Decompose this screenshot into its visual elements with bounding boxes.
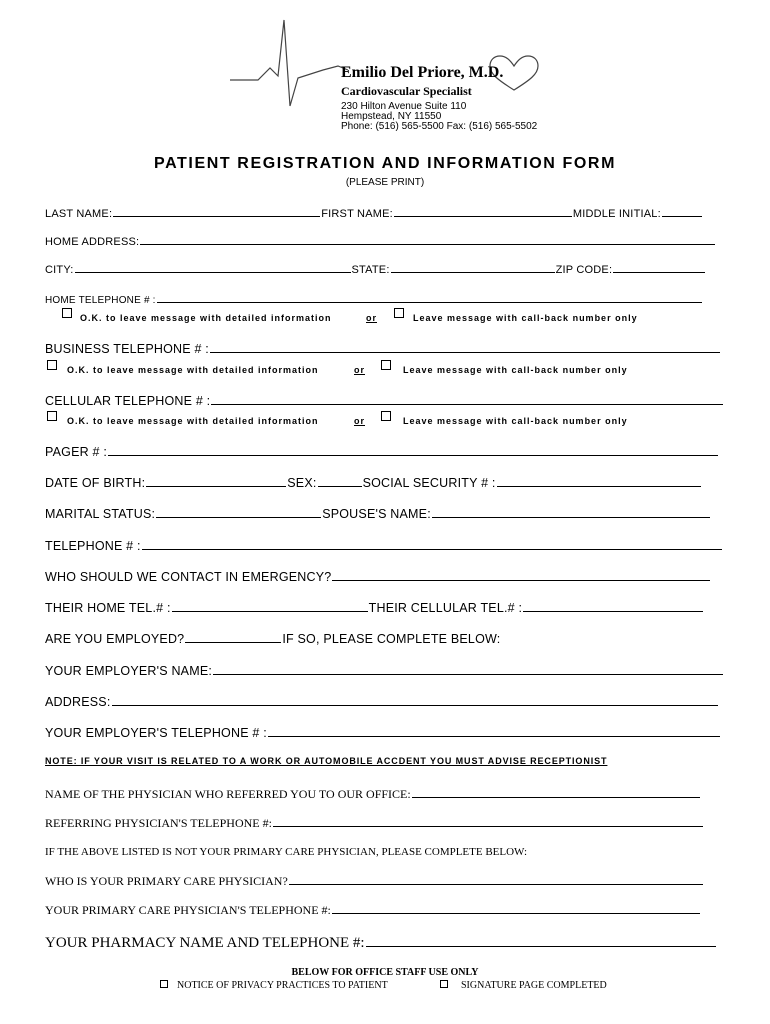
home-or: or — [366, 313, 377, 323]
primary-tel-field[interactable] — [332, 903, 700, 914]
city-field[interactable] — [75, 262, 351, 273]
dob-field[interactable] — [146, 476, 286, 487]
cell-detailed-checkbox[interactable] — [47, 411, 57, 421]
employer-address-field[interactable] — [112, 695, 718, 706]
ssn-label: SOCIAL SECURITY # : — [362, 476, 496, 490]
home-callback-checkbox[interactable] — [394, 308, 404, 318]
dob-label: DATE OF BIRTH: — [45, 476, 146, 490]
employed-field[interactable] — [185, 632, 281, 643]
first-name-label: FIRST NAME: — [321, 208, 393, 220]
last-name-label: LAST NAME: — [45, 208, 113, 220]
last-name-field[interactable] — [113, 206, 320, 217]
their-home-tel-label: THEIR HOME TEL.# : — [45, 601, 171, 615]
specialty: Cardiovascular Specialist — [341, 84, 472, 98]
pharmacy-field[interactable] — [366, 933, 716, 947]
cell-tel-label: CELLULAR TELEPHONE # : — [45, 394, 211, 408]
cell-or: or — [354, 416, 365, 426]
their-cell-tel-field[interactable] — [523, 601, 703, 612]
state-label: STATE: — [351, 264, 390, 276]
home-callback-label: Leave message with call-back number only — [413, 313, 638, 323]
privacy-checkbox[interactable] — [160, 980, 168, 988]
signature-label: SIGNATURE PAGE COMPLETED — [461, 980, 607, 991]
business-callback-label: Leave message with call-back number only — [403, 365, 628, 375]
telephone-field[interactable] — [142, 539, 722, 550]
spouse-field[interactable] — [432, 507, 710, 518]
if-not-primary-label: IF THE ABOVE LISTED IS NOT YOUR PRIMARY CARE PHYSICIAN, PLEASE COMPLETE BELOW: — [45, 846, 528, 858]
doctor-name: Emilio Del Priore, M.D. — [341, 64, 504, 81]
middle-initial-field[interactable] — [662, 206, 702, 217]
employer-address-label: ADDRESS: — [45, 695, 111, 709]
referring-tel-field[interactable] — [273, 816, 703, 827]
business-detailed-label: O.K. to leave message with detailed information — [67, 365, 319, 375]
cell-callback-label: Leave message with call-back number only — [403, 416, 628, 426]
marital-field[interactable] — [156, 507, 321, 518]
address-line-2: Hempstead, NY 11550 — [341, 111, 442, 122]
home-tel-field[interactable] — [157, 292, 702, 303]
employer-tel-field[interactable] — [268, 726, 720, 737]
pager-field[interactable] — [108, 445, 718, 456]
their-cell-tel-label: THEIR CELLULAR TEL.# : — [368, 601, 523, 615]
primary-name-label: WHO IS YOUR PRIMARY CARE PHYSICIAN? — [45, 874, 288, 888]
form-title: PATIENT REGISTRATION AND INFORMATION FORM — [153, 155, 616, 172]
home-detailed-checkbox[interactable] — [62, 308, 72, 318]
accident-note: NOTE: IF YOUR VISIT IS RELATED TO A WORK OR AUTOMOBILE ACCDENT YOU MUST ADVISE RECEPTIONIST — [45, 756, 608, 766]
emergency-field[interactable] — [332, 570, 710, 581]
pharmacy-label: YOUR PHARMACY NAME AND TELEPHONE #: — [45, 935, 365, 951]
business-tel-label: BUSINESS TELEPHONE # : — [45, 342, 209, 356]
business-detailed-checkbox[interactable] — [47, 360, 57, 370]
employed-label: ARE YOU EMPLOYED? — [45, 632, 185, 646]
form-subtitle: (PLEASE PRINT) — [345, 177, 425, 188]
cell-tel-field[interactable] — [211, 394, 723, 405]
home-tel-label: HOME TELEPHONE # : — [45, 295, 156, 306]
emergency-label: WHO SHOULD WE CONTACT IN EMERGENCY? — [45, 570, 332, 584]
business-callback-checkbox[interactable] — [381, 360, 391, 370]
zip-label: ZIP CODE: — [555, 264, 613, 276]
cell-detailed-label: O.K. to leave message with detailed information — [67, 416, 319, 426]
business-or: or — [354, 365, 365, 375]
if-so-label: IF SO, PLEASE COMPLETE BELOW: — [282, 632, 501, 646]
zip-field[interactable] — [613, 262, 705, 273]
middle-initial-label: MIDDLE INITIAL: — [572, 208, 661, 220]
marital-label: MARITAL STATUS: — [45, 507, 156, 521]
home-detailed-label: O.K. to leave message with detailed information — [80, 313, 332, 323]
primary-name-field[interactable] — [289, 874, 703, 885]
city-label: CITY: — [45, 264, 74, 276]
spouse-label: SPOUSE'S NAME: — [322, 507, 431, 521]
privacy-label: NOTICE OF PRIVACY PRACTICES TO PATIENT — [177, 980, 388, 991]
telephone-label: TELEPHONE # : — [45, 539, 141, 553]
employer-name-label: YOUR EMPLOYER'S NAME: — [45, 664, 213, 678]
first-name-field[interactable] — [394, 206, 572, 217]
phone-fax: Phone: (516) 565-5500 Fax: (516) 565-5502 — [341, 121, 538, 132]
sex-label: SEX: — [287, 476, 317, 490]
cell-callback-checkbox[interactable] — [381, 411, 391, 421]
office-use-heading: BELOW FOR OFFICE STAFF USE ONLY — [291, 967, 479, 978]
home-address-label: HOME ADDRESS: — [45, 236, 140, 248]
state-field[interactable] — [391, 262, 555, 273]
referring-name-field[interactable] — [412, 787, 700, 798]
their-home-tel-field[interactable] — [172, 601, 368, 612]
home-address-field[interactable] — [140, 234, 715, 245]
ssn-field[interactable] — [497, 476, 701, 487]
referring-tel-label: REFERRING PHYSICIAN'S TELEPHONE #: — [45, 816, 272, 830]
pager-label: PAGER # : — [45, 445, 108, 459]
primary-tel-label: YOUR PRIMARY CARE PHYSICIAN'S TELEPHONE #: — [45, 903, 331, 917]
sex-field[interactable] — [318, 476, 362, 487]
business-tel-field[interactable] — [210, 342, 720, 353]
address-line-1: 230 Hilton Avenue Suite 110 — [341, 101, 467, 112]
signature-checkbox[interactable] — [440, 980, 448, 988]
referring-name-label: NAME OF THE PHYSICIAN WHO REFERRED YOU TO OUR OFFICE: — [45, 787, 411, 801]
employer-tel-label: YOUR EMPLOYER'S TELEPHONE # : — [45, 726, 267, 740]
employer-name-field[interactable] — [213, 664, 723, 675]
